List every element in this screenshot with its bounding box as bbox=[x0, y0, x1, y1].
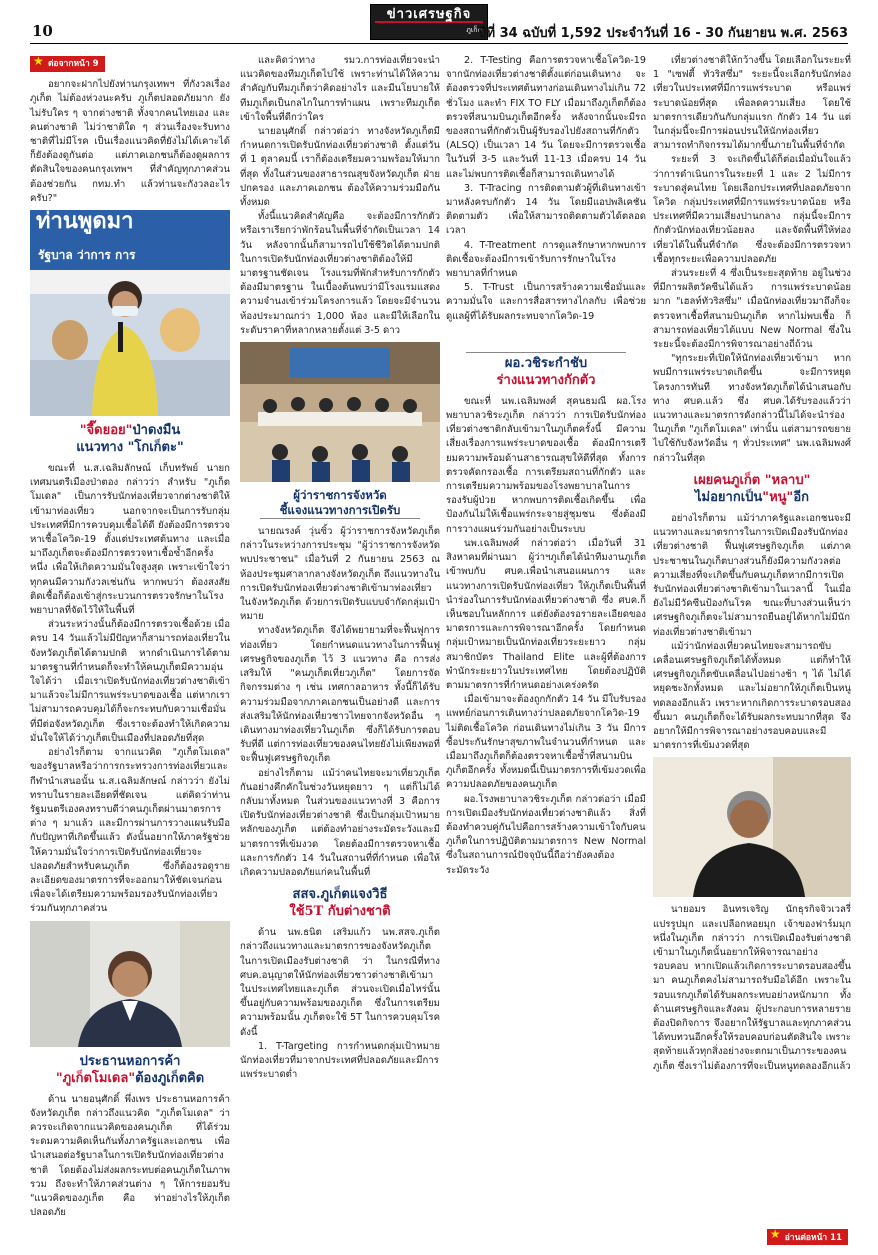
star-icon: ★ bbox=[769, 1227, 781, 1241]
caption-divider bbox=[260, 518, 420, 519]
newspaper-logo bbox=[370, 4, 488, 40]
subheading-text: ต้องภูเก็ตคิด bbox=[135, 1070, 205, 1086]
subheading-text: ป่าดงมืน bbox=[132, 423, 181, 439]
chamber-president-photo-graphic bbox=[30, 921, 230, 1047]
article-paragraph: ด้าน นพ.ธนิต เสริมแก้ว นพ.สสจ.ภูเก็ต กล่าวถึงแนวทางและมาตรการของจังหวัดภูเก็ตในการเปิดเมืองรับต่างชาติ ว่า ในกรณีที่ทาง ศบค.อนุญาตให้นักท่องเที่ยวชาวต่างชาติเข้ามาในประเทศไทยและภูเก็ต ส่วนจะเปิดเมื่อไหร่นั้นขึ้นอยู่กับความพร้อมของภูเก็ต ซึ่งในการเตรียมความพร้อมนั้น ภูเก็ตจะใช้ 5T ในการควบคุมโรค ดังนี้ bbox=[240, 927, 440, 1038]
section-subheading bbox=[30, 1053, 230, 1087]
article-paragraph: 3. T-Tracing การติดตามตัวผู้ที่เดินทางเข้ามาหลังครบกักตัว 14 วัน โดยมีแอปพลิเคชันติดตามตัว เพื่อให้สามารถติดตามตัวได้ตลอดเวลา bbox=[446, 182, 646, 237]
subheading-highlight-2: "หนู" bbox=[762, 489, 794, 505]
subheading-highlight: ร่างแนวทางกักตัว bbox=[496, 372, 596, 388]
subheading-text: ไม่อยากเป็น bbox=[695, 489, 763, 505]
article-paragraph: นพ.เฉลิมพงศ์ กล่าวต่อว่า เมื่อวันที่ 31 สิงหาคมที่ผ่านมา ผู้ว่าฯภูเก็ตได้นำทีมงานภูเก็ตเข้าพบกับ ศบค.เพื่อนำเสนอแผนการ และแนวทางการเปิดรับนักท่องเที่ยว ให้ภูเก็ตเป็นพื้นที่นำร่องในการรับนักท่องเที่ยวต่างชาติ ซึ่ง ศบค.ก็เห็นชอบในหลักการ แต่ยังต้องรอรายละเอียดของมาตรการและการพิจารณาอีกครั้ง โดยกำหนดกลุ่มเป้าหมายเป็นนักท่องเที่ยวระยะยาว กลุ่มสมาชิกบัตร Thailand Elite และผู้ที่ต้องการพำนักระยะยาวในประเทศไทย โดยต้องปฏิบัติตามมาตรการที่กำหนดอย่างเคร่งครัด bbox=[446, 537, 646, 691]
article-paragraph: 4. T-Treatment การดูแลรักษาหากพบการติดเชื้อจะต้องมีการเข้ารับการรักษาในโรงพยาบาลที่กำหนด bbox=[446, 239, 646, 280]
subheading-line2: แนวทาง "โกเก็ตะ" bbox=[76, 440, 184, 456]
logo-subtitle: ภูเก็ต bbox=[466, 26, 482, 34]
header-divider bbox=[30, 43, 848, 44]
subheading-line1: ประธานหอการค้า bbox=[79, 1053, 181, 1069]
meeting-photo-graphic bbox=[240, 342, 440, 482]
article-paragraph: แม้ว่านักท่องเที่ยวคนไทยจะสามารถขับเคลื่อนเศรษฐกิจภูเก็ตได้ทั้งหมด แต่ก็ทำให้เศรษฐกิจภูเก็ตขับเคลื่อนไปอย่างช้า ๆ ได้ ไม่ได้หยุดชะงักทั้งหมด และไม่อยากให้ภูเก็ตเป็นหนูทดลองอีกแล้ว เพราะหากเกิดการระบาดรอบสองขึ้นมา คนภูเก็ตก็จะได้รับผลกระทบมากที่สุด จึงอยากให้มีการพิจารณาอย่างรอบคอบและมีมาตรการที่เข้มงวดที่สุด bbox=[653, 640, 851, 752]
article-paragraph: "ทุกระยะที่เปิดให้นักท่องเที่ยวเข้ามา หากพบมีการแพร่ระบาดเกิดขึ้น จะมีการหยุดโครงการทันที ทางจังหวัดภูเก็ตได้นำเสนอกับทาง ศบค.แล้ว ซึ่ง ศบค.ได้รับรองแล้วว่าแนวทางและมาตรการดังกล่าวนี้ไม่ได้จะนำร่องในภูเก็ต "ภูเก็ตโมเดล" เท่านั้น แต่สามารถขยายไปใช้กับจังหวัดอื่น ๆ ทั่วประเทศ" นพ.เฉลิมพงศ์ กล่าวในที่สุด bbox=[653, 353, 851, 464]
continued-from-label: ต่อจากหน้า 9 bbox=[48, 59, 99, 69]
businessman-photo bbox=[653, 757, 851, 897]
article-paragraph: นายณรงค์ วุ่นซิ้ว ผู้ว่าราชการจังหวัดภูเก็ต กล่าวในระหว่างการประชุม "ผู้ว่าราชการจังหวัดพบประชาชน" เมื่อวันที่ 2 กันยายน 2563 ณ ห้องประชุมศาลากลางจังหวัดภูเก็ต ถึงแนวทางในการเปิดรับนักท่องเที่ยวต่างชาติเข้ามาท่องเที่ยวในจังหวัดภูเก็ต ด้วยการเปิดรับแบบจำกัดกลุ่มเป้าหมาย bbox=[240, 526, 440, 623]
article-paragraph: ขณะที่ นพ.เฉลิมพงศ์ สุคนธมณี ผอ.โรงพยาบาลวชิระภูเก็ต กล่าวว่า การเปิดรับนักท่องเที่ยวต่างชาติกลับเข้ามาในภูเก็ตครั้งนี้ มีความเสี่ยงเรื่องการแพร่ระบาดของเชื้อ ต้องมีการเตรียมความพร้อมด้านสาธารณสุขให้ดีที่สุด ทั้งการตรวจคัดกรองเชื้อ การเตรียมสถานที่กักตัว และการเตรียมความพร้อมของโรงพยาบาลในการรองรับผู้ป่วย หากพบการติดเชื้อเกิดขึ้น เพื่อป้องกันไม่ให้เชื้อแพร่กระจายสู่ชุมชน ซึ่งต้องมีการวางแผนร่วมกันอย่างเป็นระบบ bbox=[446, 395, 646, 535]
article-paragraph: 5. T-Trust เป็นการสร้างความเชื่อมั่นและความมั่นใจ และการสื่อสารทางไกลกับ เพื่อช่วยดูแลผู้ที่ได้รับผลกระทบจากโควิด-19 bbox=[446, 282, 646, 322]
chamber-president-photo bbox=[30, 921, 230, 1047]
article-paragraph: นายอนุศักดิ์ กล่าวต่อว่า ทางจังหวัดภูเก็ตมีกำหนดการเปิดรับนักท่องเที่ยวต่างชาติ ตั้งแต่วันที่ 1 ตุลาคมนี้ เราก็ต้องเตรียมความพร้อมให้มากที่สุด ทั้งในส่วนของสาธารณสุขจังหวัดภูเก็ต ฝ่ายปกครอง และภาคเอกชน ต้องให้ความร่วมมือกันทั้งหมด bbox=[240, 126, 440, 209]
article-paragraph: ส่วนระยะที่ 4 ซึ่งเป็นระยะสุดท้าย อยู่ในช่วงที่มีการผลิตวัคซีนได้แล้ว การแพร่ระบาดน้อยมาก "เฮลท์ทัวริสซึ่ม" เมื่อนักท่องเที่ยวมาถึงก็จะตรวจหาเชื้อที่สนามบินภูเก็ต หากไม่พบเชื้อ ก็สามารถท่องเที่ยวได้แบบ New Normal ซึ่งในระยะนี้จะต้องมีการพิจารณาอย่างถี่ถ้วน bbox=[653, 268, 851, 351]
subheading-text-end: อีก bbox=[793, 489, 809, 505]
article-paragraph: 2. T-Testing คือการตรวจหาเชื้อโควิด-19 จากนักท่องเที่ยวต่างชาติตั้งแต่ก่อนเดินทาง จะต้องตรวจที่ประเทศต้นทางก่อนเดินทางไม่เกิน 72 ชั่วโมง และทำ FIX TO FLY เมื่อมาถึงภูเก็ตก็ต้องตรวจที่สนามบินภูเก็ตอีกครั้ง หลังจากนั้นจะมีรถของสถานที่กักตัวเป็นผู้รับรองไปยังสถานที่กักตัว (ALSQ) เป็นเวลา 14 วัน โดยจะมีการตรวจเชื้อในวันที่ 3-5 และวันที่ 11-13 เมื่อครบ 14 วันและไม่พบการติดเชื้อก็สามารถเดินทางได้ bbox=[446, 55, 646, 180]
article-paragraph: ทั้งนี้แนวคิดสำคัญคือ จะต้องมีการกักตัว หรือเราเรียกว่าพักร้อนในพื้นที่จำกัดเป็นเวลา 14 วัน หลังจากนั้นก็สามารถไปใช้ชีวิตได้ตามปกติ ในการเปิดรับนักท่องเที่ยวต่างชาติต้องให้มีมาตรฐานชัดเจน โรงแรมที่พักสำหรับการกักตัวต้องมีมาตรฐาน ในเบื้องต้นพบว่ามีโรงแรมแสดงความจำนงเข้าร่วมโครงการแล้ว โดยจะมีจำนวนห้องประมาณกว่า 1,000 ห้อง และมีให้เลือกในระดับราคาที่หลากหลายตั้งแต่ 3-5 ดาว bbox=[240, 211, 440, 336]
subheading-line1: สสจ.ภูเก็ตแจงวิธี bbox=[292, 887, 388, 903]
page-header bbox=[0, 0, 878, 46]
subheading-highlight: เผยคนภูเก็ต "หลาบ" bbox=[693, 472, 811, 488]
article-paragraph: ส่วนระหว่างนั้นก็ต้องมีการตรวจเชื้อด้วย เมื่อครบ 14 วันแล้วไม่มีปัญหาก็สามารถท่องเที่ยวในจังหวัดภูเก็ตได้ตามปกติ หากดำเนินการได้ตามมาตรฐานที่กำหนดก็จะทำให้คนภูเก็ตมีความอุ่นใจได้ว่า เมื่อเราเปิดรับนักท่องเที่ยวต่างชาติเข้ามาแล้วจะไม่มีการแพร่ระบาดของเชื้อ แต่หากเราไม่สามารถควบคุมได้ก็จะกระทบกับความเชื่อมั่นที่มีต่อจังหวัดภูเก็ต ซึ่งเราจะต้องทำให้เกิดความมั่นใจให้ได้ว่าภูเก็ตเป็นเมืองที่ปลอดภัยที่สุด bbox=[30, 619, 230, 744]
section-subheading bbox=[30, 422, 230, 456]
article-paragraph: อย่างไรก็ตาม จากแนวคิด "ภูเก็ตโมเดล" ของรัฐบาลหรือว่าการกระทรวงการท่องเที่ยวและกีฬานำเสนอนั้น น.ส.เฉลิมลักษณ์ กล่าวว่า ยังไม่ทราบในรายละเอียดที่ชัดเจน แต่คิดว่าท่านรัฐมนตรีเองคงทราบดีว่าคนภูเก็ตผ่านมาตรการต่าง ๆ มาแล้ว และมีการผ่านการวางแผนรับมือกับปัญหาที่เกิดขึ้นแล้ว ดังนั้นอยากให้ภาครัฐช่วยให้ความมั่นใจว่าการเปิดรับนักท่องเที่ยวจะปลอดภัยสำหรับคนภูเก็ต ซึ่งก็ต้องรอดูรายละเอียดของมาตรการที่จะออกมาให้ชัดเจนก่อน เพื่อจะได้เตรียมความพร้อมรองรับนักท่องเที่ยวร่วมกันทุกภาคส่วน bbox=[30, 747, 230, 915]
section-subheading bbox=[240, 886, 440, 920]
article-paragraph: เมื่อเข้ามาจะต้องถูกกักตัว 14 วัน มีใบรับรองแพทย์ก่อนการเดินทางว่าปลอดภัยจากโควิด-19 ไม่ติดเชื้อโควิด ก่อนเดินทางไม่เกิน 3 วัน มีการซื้อประกันรักษาสุขภาพในจำนวนที่กำหนด และเมื่อมาถึงภูเก็ตก็ต้องตรวจหาเชื้อซ้ำที่สนามบินภูเก็ตอีกครั้ง ทั้งหมดนี้เป็นมาตรการที่เข้มงวดเพื่อความปลอดภัยของคนภูเก็ต bbox=[446, 694, 646, 791]
article-paragraph: 1. T-Targeting การกำหนดกลุ่มเป้าหมายนักท่องเที่ยวที่มาจากประเทศที่ปลอดภัยและมีการแพร่ระบาดต่ำ bbox=[240, 1040, 440, 1081]
businessman-photo-graphic bbox=[653, 757, 851, 897]
subheading-line1: ผอ.วชิระกำชับ bbox=[504, 355, 588, 371]
star-icon: ★ bbox=[33, 54, 44, 68]
speaker-photo-graphic bbox=[30, 210, 230, 416]
article-paragraph: ผอ.โรงพยาบาลวชิระภูเก็ต กล่าวต่อว่า เมื่อมีการเปิดเมืองรับนักท่องเที่ยวต่างชาติแล้ว สิ่งที่ต้องทำควบคู่กันไปคือการสร้างความเข้าใจกับคนภูเก็ตในการปฏิบัติตามมาตรการ New Normal ซึ่งในสถานการณ์ปัจจุบันนี้ถือว่ายังคงต้องระมัดระวัง bbox=[446, 793, 646, 876]
article-paragraph: และคิดว่าทาง รมว.การท่องเที่ยวจะนำแนวคิดของทีมภูเก็ตไปใช้ เพราะท่านได้ให้ความสำคัญกับทีมภูเก็ตว่าคิดอย่างไร และมีนโยบายให้ทีมภูเก็ตเป็นกลไกในการทำแผน เพราะทีมภูเก็ตเข้าใจพื้นที่ดีกว่าใคร bbox=[240, 55, 440, 123]
article-paragraph: ด้าน นายอนุศักดิ์ พึ่งเพร ประธานหอการค้าจังหวัดภูเก็ต กล่าวถึงแนวคิด "ภูเก็ตโมเดล" ว่า ควรจะเกิดจากแนวคิดของคนภูเก็ต ที่ได้ร่วมระดมความคิดเห็นกันทั้งภาครัฐและเอกชน เพื่อนำเสนอต่อรัฐบาลในการเปิดรับนักท่องเที่ยวต่างชาติ โดยต้องไม่ส่งผลกระทบต่อคนภูเก็ตในภาพรวม ถึงจะทำให้ภาคส่วนต่าง ๆ ให้การยอมรับ "แนวคิดของภูเก็ต คือ ท่าอย่างไรให้ภูเก็ตปลอดภัย bbox=[30, 1093, 230, 1219]
photo-caption bbox=[240, 488, 440, 519]
column-4 bbox=[653, 54, 851, 1074]
column-3 bbox=[446, 54, 646, 878]
article-paragraph: ระยะที่ 3 จะเกิดขึ้นได้ก็ต่อเมื่อมั่นใจแล้วว่าการดำเนินการในระยะที่ 1 และ 2 ไม่มีการระบาดสู่คนไทย โดยเลือกประเทศที่ปลอดภัยจากโควิด กลุ่มประเทศที่มีการแพร่ระบาดน้อย หรือ ประเทศที่มีความเสี่ยงปานกลาง กลุ่มนี้จะมีการกักตัวนักท่องเที่ยวน้อยลง และจัดพื้นที่ให้ท่องเที่ยวได้ในพื้นที่จำกัด ซึ่งจะต้องมีการตรวจหาเชื้อทุกระยะเพื่อความปลอดภัย bbox=[653, 154, 851, 265]
photo-banner-text: ท่านพูดมา bbox=[36, 210, 134, 235]
section-subheading bbox=[446, 352, 646, 389]
article-paragraph: ขณะที่ น.ส.เฉลิมลักษณ์ เก็บทรัพย์ นายกเทศมนตรีเมืองป่าตอง กล่าวว่า สำหรับ "ภูเก็ตโมเดล" เป็นการรับนักท่องเที่ยวจากต่างชาติให้เข้ามาท่องเที่ยว นอกจากจะเป็นการรับกลุ่มประเทศที่มีการควบคุมเชื้อได้ดี ยังต้องมีการตรวจหาเชื้อโควิด-19 ตั้งแต่ประเทศต้นทาง และเมื่อมาถึงภูเก็ตจะต้องมีการตรวจหาเชื้อซ้ำอีกครั้งหนึ่ง เพื่อให้เกิดความมั่นใจสูงสุด เพราะเข้าใจว่าทุกคนมีความกังวลเช่นกัน หากพบว่า ต้องสงสัยติดเชื้อก็ต้องเข้าสู่กระบวนการตรวจรักษาในโรงพยาบาลที่จัดไว้ให้ในพื้นที่ bbox=[30, 463, 230, 617]
subheading-divider bbox=[466, 352, 626, 353]
photo-caption-line2: ชี้แจงแนวทางการเปิดรับ bbox=[279, 503, 401, 518]
column-2 bbox=[240, 54, 440, 1082]
subheading-highlight: "ภูเก็ตโมเดล" bbox=[55, 1070, 136, 1086]
continued-to-label: อ่านต่อหน้า 11 bbox=[784, 1233, 842, 1243]
speaker-photo bbox=[30, 210, 230, 416]
subheading-highlight: "จี๊ดยอย" bbox=[79, 423, 133, 439]
section-subheading bbox=[653, 472, 851, 506]
article-paragraph: ทางจังหวัดภูเก็ต จึงได้พยายามที่จะฟื้นฟูการท่องเที่ยว โดยกำหนดแนวทางในการฟื้นฟูเศรษฐกิจของภูเก็ต ไว้ 3 แนวทาง คือ การส่งเสริมให้ "คนภูเก็ตเที่ยวภูเก็ต" โดยการจัดกิจกรรมต่าง ๆ เช่น เทศกาลอาหาร ทั้งนี้ก็ได้รับความร่วมมือจากภาคเอกชนเป็นอย่างดี และการส่งเสริมให้นักท่องเที่ยวชาวไทยจากจังหวัดอื่น ๆ เดินทางมาท่องเที่ยวในภูเก็ต ซึ่งก็ได้รับการตอบรับที่ดี แต่การท่องเที่ยวของคนไทยยังไม่เพียงพอที่จะฟื้นฟูเศรษฐกิจภูเก็ต bbox=[240, 625, 440, 765]
article-paragraph: เที่ยวต่างชาติให้กว้างขึ้น โดยเลือกในระยะที่ 1 "เซฟตี้ ทัวริสซึ่ม" ระยะนี้จะเลือกรับนักท่องเที่ยวในประเทศที่มีการแพร่ระบาด หรือแพร่ระบาดน้อยที่สุด เพื่อลดความเสี่ยง โดยใช้มาตรการเดียวกันกับกลุ่มแรก กักตัว 14 วัน แต่ในกลุ่มนี้จะมีการผ่อนปรนให้นักท่องเที่ยวสามารถทำกิจกรรมได้มากขึ้นภายในพื้นที่จำกัด bbox=[653, 55, 851, 152]
article-paragraph: นายอมร อินทรเจริญ นักธุรกิจจิวเวลรี่ แปรรูปมุก และเปลือกหอยมุก เจ้าของฟาร์มมุกหนึ่งในภูเก็ต กล่าวว่า การเปิดเมืองรับต่างชาติเข้ามาในภูเก็ตนั้นอยากให้พิจารณาอย่างรอบคอบ หากเปิดแล้วเกิดการระบาดรอบสองขึ้นมา คนภูเก็ตคงไม่สามารถรับมือได้อีก เพราะในรอบแรกภูเก็ตได้รับผลกระทบอย่างหนักมาก ทั้งด้านเศรษฐกิจและสังคม ผู้ประกอบการหลายรายต้องปิดกิจการ จึงอยากให้รัฐบาลและทุกภาคส่วนได้ทบทวนอีกครั้งให้รอบคอบก่อนตัดสินใจ เพราะสุดท้ายแล้วทุกสิ่งอย่างจะตกมาเป็นภาระของคนภูเก็ต ซึ่งเราไม่ต้องการที่จะเป็นหนูทดลองอีกแล้ว bbox=[653, 904, 851, 1072]
photo-banner-subtext: รัฐบาล ว่าการ การ bbox=[38, 248, 136, 263]
article-paragraph: อย่างไรก็ตาม แม้ว่าภาครัฐและเอกชนจะมีแนวทางและมาตรการในการเปิดเมืองรับนักท่องเที่ยวต่างชาติ ฟื้นฟูเศรษฐกิจภูเก็ต แต่ภาคประชาชนในภูเก็ตบางส่วนก็ยังมีความกังวลต่อความเสี่ยงที่จะเกิดขึ้นกับคนภูเก็ตหากมีการเปิดรับนักท่องเที่ยวต่างชาติเข้ามาในเวลานี้ ในเมื่อยังไม่มีวัคซีนป้องกันโรค ขณะที่บางส่วนเห็นว่าเศรษฐกิจภูเก็ตจะไม่สามารถยืนอยู่ได้หากไม่มีนักท่องเที่ยวต่างชาติเข้ามา bbox=[653, 512, 851, 638]
issue-line: ปีที่ 34 ฉบับที่ 1,592 ประจำวันที่ 16 - 30 กันยายน พ.ศ. 2563 bbox=[478, 26, 848, 41]
column-1 bbox=[30, 54, 230, 1220]
logo-title: ข่าวเศรษฐกิจ bbox=[375, 7, 483, 23]
article-paragraph: อยากจะฝากไปยังท่านกรุงเทพฯ ที่กังวลเรื่องภูเก็ต ไม่ต้องห่วงนะครับ ภูเก็ตปลอดภัยมาก ยังไม่รับใคร ๆ จากต่างชาติ ทั้งจากคนไทยเอง และคนต่างชาติ ไม่ว่าชาติใด ๆ ส่วนเรื่องจะรับทางชาติที่ไม่มีโรค เป็นเรื่องแนวคิดที่ยังไม่ได้เคาะได้ ก็ยังต้องดูกันต่อ แต่ภาคเอกชนก็ต้องดูผลการตัดสินใจของคนกรุงเทพฯ ที่สำคัญทุกภาคส่วนต้องช่วยกัน กทม.ทำ แล้วท่านจะกังวลอะไรครับ?" bbox=[30, 79, 230, 204]
subheading-highlight: ใช้5T กับต่างชาติ bbox=[289, 904, 391, 920]
article-paragraph: อย่างไรก็ตาม แม้ว่าคนไทยจะมาเที่ยวภูเก็ตกันอย่างคึกคักในช่วงวันหยุดยาว ๆ แต่ก็ไม่ได้กลับมาทั้งหมด ในส่วนของแนวทางที่ 3 คือการเปิดรับนักท่องเที่ยวต่างชาติ ซึ่งเป็นกลุ่มเป้าหมายหลักของภูเก็ต แต่ต้องทำอย่างระมัดระวังและมีมาตรการที่เข้มงวด โดยต้องมีการตรวจหาเชื้อและการกักตัว 14 วันในสถานที่ที่กำหนด เพื่อให้เกิดความปลอดภัยแก่คนในพื้นที่ bbox=[240, 767, 440, 878]
meeting-photo bbox=[240, 342, 440, 482]
photo-caption-line1: ผู้ว่าราชการจังหวัด bbox=[293, 488, 387, 503]
continued-to-tag bbox=[767, 1229, 848, 1245]
continued-from-tag bbox=[30, 56, 105, 72]
page-number: 10 bbox=[32, 22, 53, 40]
